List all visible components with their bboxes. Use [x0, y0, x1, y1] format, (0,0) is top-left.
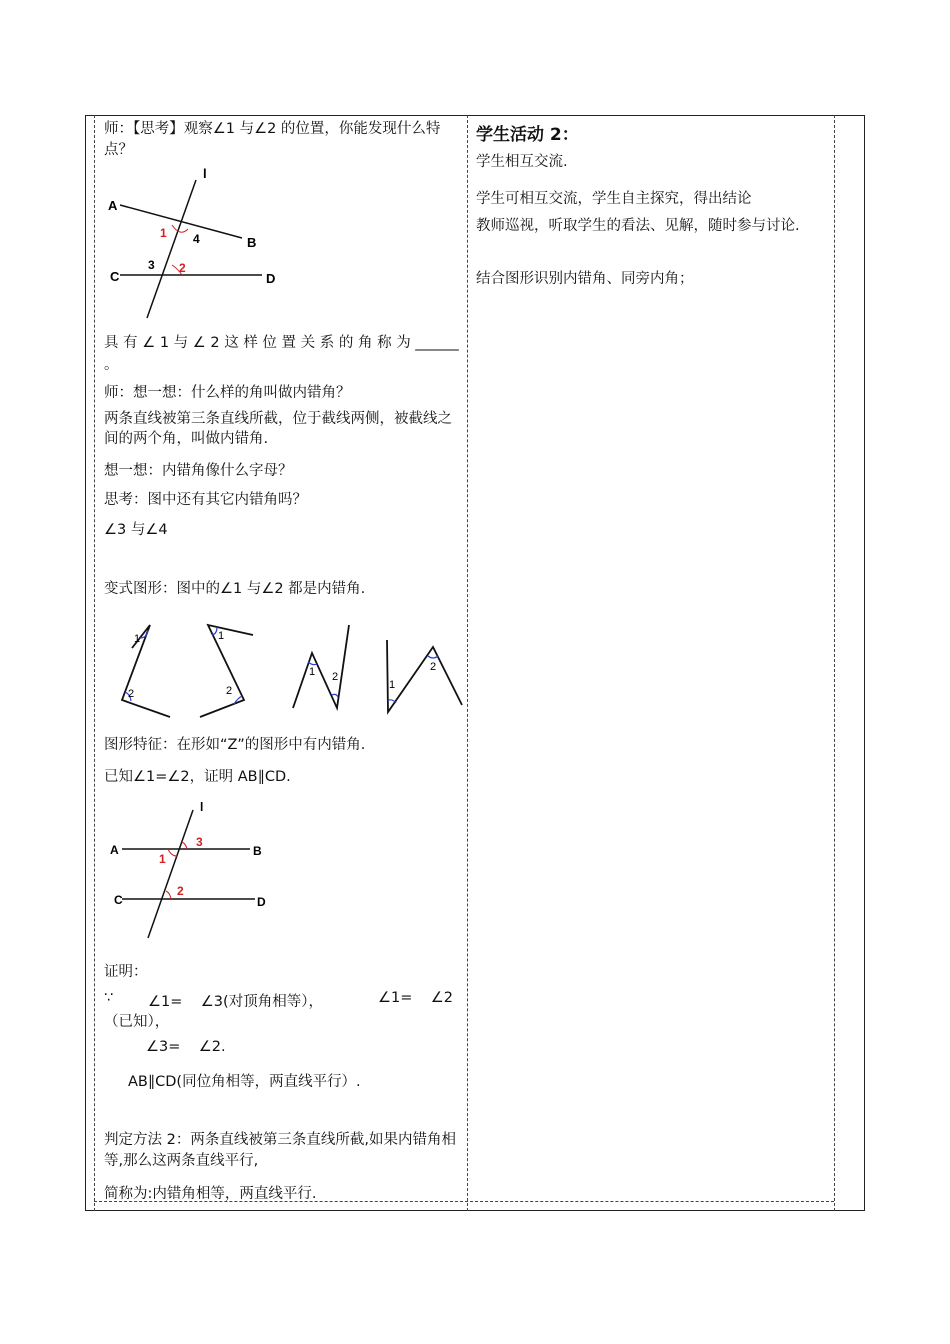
middle-dashed-border: [467, 115, 468, 1211]
v2-label-1: 1: [218, 630, 225, 642]
transversal-line: [147, 180, 196, 318]
because-symbol: ∵: [104, 990, 114, 1006]
blank-line: 具 有 ∠ 1 与 ∠ 2 这 样 位 置 关 系 的 角 称 为 ______: [104, 335, 459, 351]
label-b: B: [247, 235, 257, 250]
proof-title: 证明：: [104, 964, 148, 980]
v4-label-2: 2: [430, 661, 437, 673]
right-line-4: 结合图形识别内错角、同旁内角；: [476, 271, 694, 287]
angle-arc-2: [166, 891, 171, 899]
label-c: C: [110, 269, 120, 284]
label-l: l: [200, 800, 204, 814]
transversal-line: [148, 810, 193, 938]
label-angle-1: 1: [160, 226, 167, 240]
method-short: 简称为:内错角相等，两直线平行.: [104, 1186, 317, 1202]
think-1: 师：想一想：什么样的角叫做内错角？: [104, 385, 351, 401]
variant-figure-2: [200, 625, 253, 717]
definition: 两条直线被第三条直线所截，位于截线两侧，被截线之间的两个角，叫做内错角.: [104, 411, 452, 447]
label-b: B: [253, 844, 262, 858]
label-a: A: [108, 198, 118, 213]
right-line-1: 学生相互交流.: [476, 154, 568, 170]
label-d: D: [266, 271, 276, 286]
label-angle-3: 3: [148, 258, 155, 272]
proof-step-1a: ∠1= ∠3(对顶角相等），: [148, 994, 323, 1010]
angle-arc-3: [182, 842, 187, 849]
v3-label-2: 2: [332, 671, 339, 683]
right-line-3: 教师巡视，听取学生的看法、见解，随时参与讨论.: [476, 218, 800, 234]
v1-label-2: 2: [128, 688, 135, 700]
variant-text: 变式图形：图中的∠1 与∠2 都是内错角.: [104, 581, 366, 597]
label-a: A: [110, 843, 119, 857]
angle-arc-1: [168, 849, 177, 856]
label-d: D: [257, 895, 266, 909]
think-3: 思考：图中还有其它内错角吗？: [104, 492, 307, 508]
feature-text: 图形特征：在形如“Z”的图形中有内错角.: [104, 737, 366, 753]
figure-parallel-lines: [100, 798, 280, 943]
blank-end: 。: [104, 357, 119, 373]
label-angle-3: 3: [196, 835, 203, 849]
v3-label-1: 1: [309, 666, 316, 678]
label-angle-2: 2: [179, 261, 186, 275]
variant-figure-3: [293, 625, 349, 708]
proof-step-3: AB∥CD(同位角相等，两直线平行）.: [128, 1074, 361, 1090]
label-angle-1: 1: [159, 852, 166, 866]
v4-label-1: 1: [389, 679, 396, 691]
v2-label-2: 2: [226, 685, 233, 697]
line-ab: [120, 205, 242, 238]
proof-step-2: ∠3= ∠2.: [146, 1039, 226, 1055]
proof-step-1c: （已知），: [104, 1014, 170, 1030]
label-c: C: [114, 893, 123, 907]
given-text: 已知∠1=∠2，证明 AB∥CD.: [104, 769, 291, 785]
left-dashed-border: [94, 115, 95, 1211]
think-2: 想一想：内错角像什么字母？: [104, 463, 293, 479]
figure-intersecting-lines: [100, 165, 300, 325]
variant-figure-4: [387, 640, 462, 712]
answer-3-4: ∠3 与∠4: [104, 522, 168, 538]
v1-label-1: 1: [134, 633, 141, 645]
right-dashed-border: [834, 115, 835, 1211]
variant-figures: [100, 620, 465, 720]
proof-step-1b: ∠1= ∠2: [378, 990, 454, 1006]
label-l: l: [203, 166, 207, 181]
intro-question: 师：【思考】观察∠1 与∠2 的位置，你能发现什么特点？: [104, 121, 441, 158]
method-2: 判定方法 2：两条直线被第三条直线所截,如果内错角相等,那么这两条直线平行,: [104, 1132, 456, 1169]
student-activity-title: 学生活动 2：: [476, 125, 579, 145]
right-line-2: 学生可相互交流，学生自主探究，得出结论: [476, 191, 752, 207]
label-angle-4: 4: [193, 232, 200, 246]
label-angle-2: 2: [177, 884, 184, 898]
variant-figure-1: [122, 625, 170, 717]
